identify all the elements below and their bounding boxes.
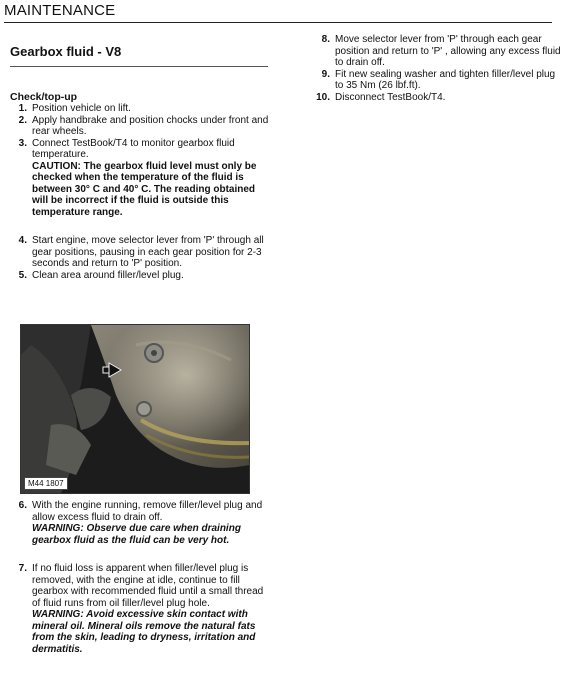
- step-number: 5.: [18, 269, 27, 281]
- step-item: [10, 115, 272, 138]
- step-item: [10, 500, 272, 546]
- step-number: 7.: [18, 563, 27, 574]
- gearbox-photo-illustration: [21, 325, 249, 493]
- step-text: Move selector lever from 'P' through each gear position and return to 'P' , allowing any excess fluid to drain off.: [335, 34, 561, 68]
- page-header-title: MAINTENANCE: [4, 2, 116, 19]
- caution-note: CAUTION: The gearbox fluid level must only be checked when the temperature of the fluid is between 30° C and 40° C. The reading obtained will be incorrect if the fluid is outside this temperature range.: [32, 160, 257, 218]
- gearbox-photo: [20, 324, 250, 494]
- left-column-continued: [10, 500, 272, 655]
- left-column: [10, 36, 272, 281]
- step-item: [313, 69, 563, 92]
- step-text: Fit new sealing washer and tighten filler/level plug to 35 Nm (26 lbf.ft).: [335, 68, 556, 91]
- step-item: [10, 563, 272, 655]
- step-text: Connect TestBook/T4 to monitor gearbox fluid temperature.: [32, 137, 235, 160]
- step-number: 4.: [18, 235, 27, 246]
- step-text: With the engine running, remove filler/level plug and allow excess fluid to drain off.: [32, 500, 263, 523]
- warning-note: WARNING: Observe due care when draining gearbox fluid as the fluid can be very hot.: [32, 523, 241, 546]
- step-item: [10, 235, 272, 270]
- step-item: [10, 270, 272, 282]
- steps-list-b: [10, 235, 272, 281]
- step-number: 10.: [316, 91, 330, 103]
- step-number: 6.: [18, 500, 27, 511]
- procedure-subheading: Check/top-up: [10, 91, 78, 103]
- step-number: 8.: [321, 34, 330, 45]
- step-text: If no fluid loss is apparent when filler/level plug is removed, with the engine at idle, continue to fill gearbox with recommended fluid until a small thread of fluid runs from oil filler/level plug hole.: [32, 563, 264, 609]
- warning-note: WARNING: Avoid excessive skin contact with mineral oil. Mineral oils remove the natural fats from the skin, leading to dryness, irritation and dermatitis.: [32, 609, 256, 655]
- step-text: Apply handbrake and position chocks under front and rear wheels.: [32, 114, 269, 137]
- step-number: 1.: [18, 103, 27, 114]
- step-text: Disconnect TestBook/T4.: [335, 91, 446, 103]
- step-item: [10, 103, 272, 115]
- step-number: 2.: [18, 114, 27, 126]
- steps-list-c: [10, 500, 272, 655]
- steps-list-a: [10, 103, 272, 218]
- section-title: Gearbox fluid - V8: [10, 36, 268, 67]
- figure-label: M44 1807: [24, 477, 68, 490]
- step-number: 3.: [18, 137, 27, 149]
- step-item: [313, 92, 563, 104]
- step-number: 9.: [321, 68, 330, 80]
- right-column: [313, 34, 563, 103]
- step-text: Clean area around filler/level plug.: [32, 269, 184, 281]
- steps-list-right: [313, 34, 563, 103]
- step-text: Start engine, move selector lever from 'P' through all gear positions, pausing in each gear position for 2-3 seconds and return to 'P' position.: [32, 235, 264, 269]
- page-header: [4, 2, 552, 23]
- step-item: [10, 138, 272, 219]
- step-item: [313, 34, 563, 69]
- step-text: Position vehicle on lift.: [32, 103, 131, 114]
